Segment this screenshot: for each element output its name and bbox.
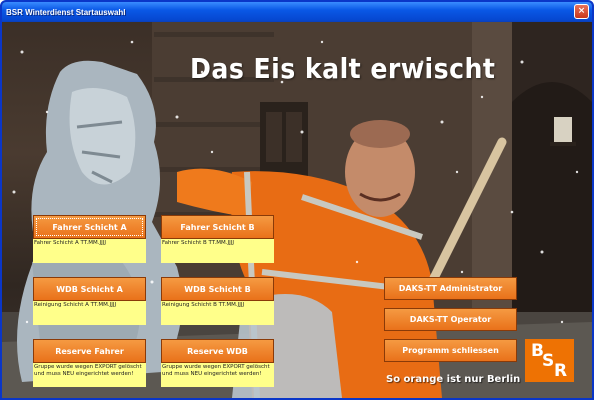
panel-wdb-schicht-a [33, 277, 146, 323]
wdb-schicht-a-button[interactable]: WDB Schicht A [33, 277, 146, 301]
close-program-button[interactable]: Programm schliessen [384, 339, 517, 362]
fahrer-schicht-a-button[interactable]: Fahrer Schicht A [33, 215, 146, 239]
reserve-fahrer-info: Gruppe wurde wegen EXPORT gelöscht und muss NEU eingerichtet werden! [33, 363, 146, 387]
panel-reserve-wdb [161, 339, 274, 385]
panel-reserve-fahrer [33, 339, 146, 385]
daks-operator-button[interactable]: DAKS-TT Operator [384, 308, 517, 331]
background-photo [2, 22, 592, 398]
fahrer-schicht-b-info: Fahrer Schicht B TT.MM.JJJJ [161, 239, 274, 263]
title-bar[interactable] [2, 2, 592, 22]
reserve-wdb-info: Gruppe wurde wegen EXPORT gelöscht und muss NEU eingerichtet werden! [161, 363, 274, 387]
fahrer-schicht-b-button[interactable]: Fahrer Schicht B [161, 215, 274, 239]
logo-letter-b: B [531, 341, 544, 361]
close-window-button[interactable]: × [574, 4, 589, 19]
bsr-logo [525, 339, 574, 382]
wdb-schicht-b-info: Reinigung Schicht B TT.MM.JJJJ [161, 301, 274, 325]
daks-administrator-button[interactable]: DAKS-TT Administrator [384, 277, 517, 300]
panel-wdb-schicht-b [161, 277, 274, 323]
fahrer-schicht-a-info: Fahrer Schicht A TT.MM.JJJJ [33, 239, 146, 263]
logo-letter-s: S [542, 351, 555, 371]
panel-fahrer-schicht-a [33, 215, 146, 261]
reserve-wdb-button[interactable]: Reserve WDB [161, 339, 274, 363]
wdb-schicht-a-info: Reinigung Schicht A TT.MM.JJJJ [33, 301, 146, 325]
reserve-fahrer-button[interactable]: Reserve Fahrer [33, 339, 146, 363]
tagline: So orange ist nur Berlin [386, 374, 521, 385]
logo-letter-r: R [554, 361, 568, 381]
panel-fahrer-schicht-b [161, 215, 274, 261]
window-title: BSR Winterdienst Startauswahl [6, 7, 126, 17]
headline: Das Eis kalt erwischt [190, 52, 496, 85]
wdb-schicht-b-button[interactable]: WDB Schicht B [161, 277, 274, 301]
